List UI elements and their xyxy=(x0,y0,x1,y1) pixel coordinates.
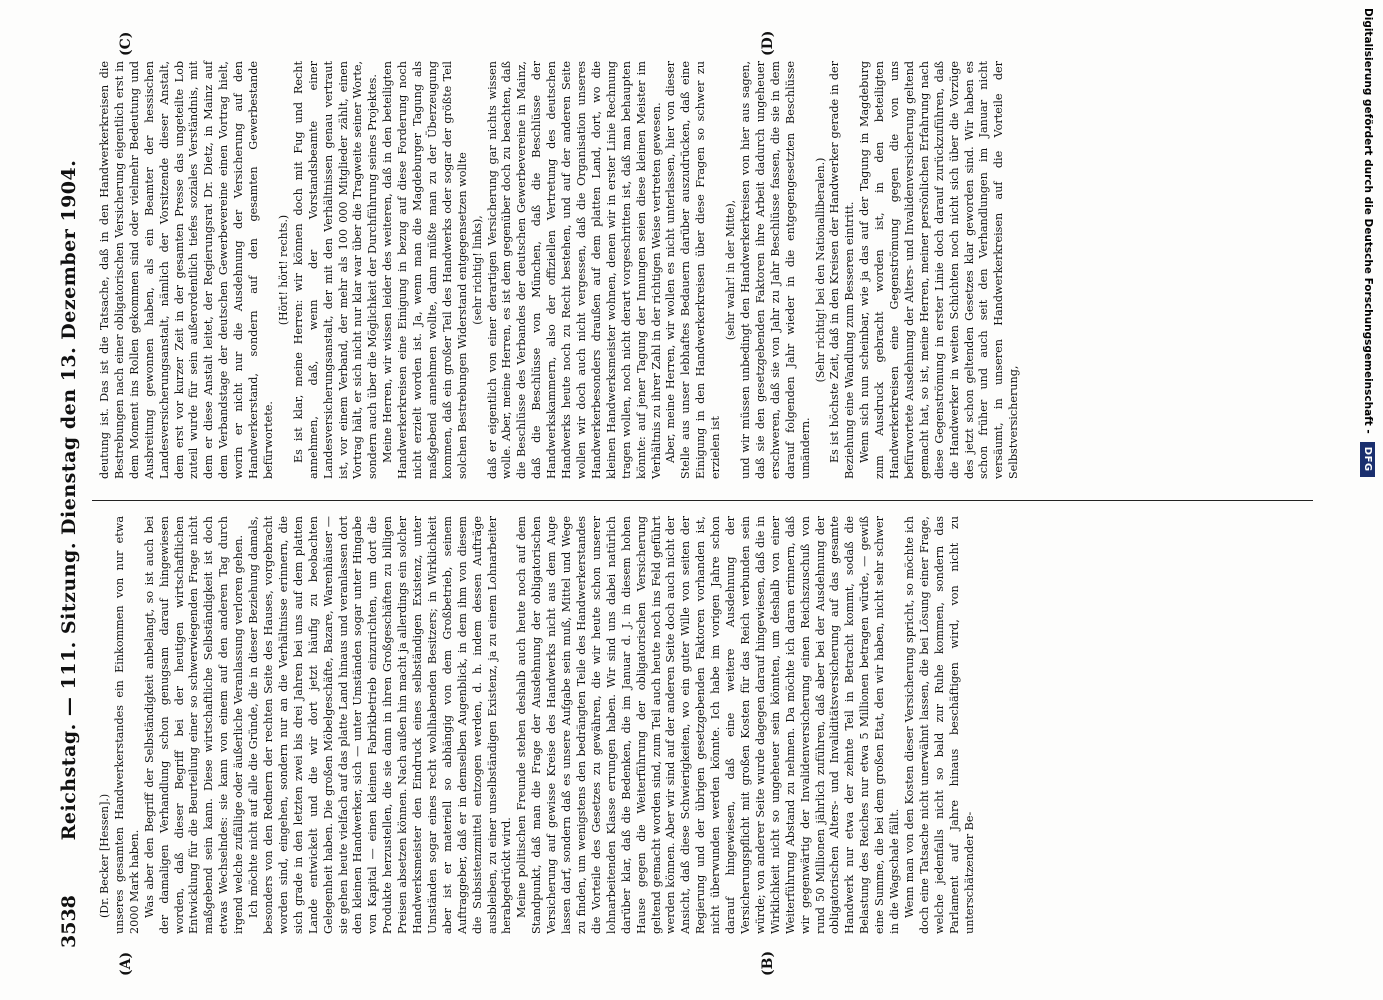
paragraph: Meine Herren, wir wissen leider des weiteren, daß in den beteiligten Handwerkerkreisen eine Einigung in bezug auf diese Forderung noch nicht erzielt worden ist. Ja, wenn man die Magdeburger Tagung als maßgebend annehmen wollte, dann müßte man zu der Überzeugung kommen, daß ein großer Teil des Handwerks oder sogar der größte Teil solchen Bestrebungen Widerstand entgegensetzen wollte xyxy=(381,61,469,479)
paragraph: Aber, meine Herren, wir wollen es nicht unterlassen, hier von dieser Stelle aus unser lebhaftes Bedauern darüber auszudrücken, daß eine Einigung in den Handwerkerkreisen über diese Fragen so schwer zu erzielen ist xyxy=(664,61,723,479)
paragraph: Wenn man von den Kosten dieser Versicherung spricht, so möchte ich doch eine Tatsache nicht unerwähnt lassen, die bei Lösung einer Frage, welche jedenfalls nicht so bald zur Ruhe kommen, sondern das Parlament auf Jahre hinaus beschäftigen wird, von nicht zu unterschätzender Be- xyxy=(902,516,976,934)
paragraph: deutung ist. Das ist die Tatsache, daß in den Handwerkerkreisen die Bestrebungen nach einer obligatorischen Versicherung eigentlich erst in dem Moment ins Rollen gekommen sind oder vielmehr Bedeutung und Ausbreitung gewonnen haben, als ein Beamter der hessischen Landesversicherungsanstalt, nämlich der Vorsitzende dieser Anstalt, dem erst vor kurzer Zeit in der gesamten Presse das ungeteilte Lob zuteil wurde für sein außerordentlich tiefes soziales Verständnis, mit dem er diese Anstalt leitet, der Regierungsrat Dr. Dietz, in Mainz auf dem Verbandstage der deutschen Gewerbevereine einen Vortrag hielt, worin er nicht nur die Ausdehnung der Versicherung auf den Handwerkerstand, sondern auf den gesamten Gewerbestande befürwortete. xyxy=(98,61,275,479)
digitization-credit xyxy=(1358,8,1378,992)
page-number: 3538 xyxy=(58,895,80,948)
paragraph: Meine politischen Freunde stehen deshalb auch heute noch auf dem Standpunkt, daß man die Frage der Ausdehnung der obligatorischen Versicherung auf gewisse Kreise des Handwerks nicht aus dem Auge lassen darf, sondern daß es unsere Aufgabe sein muß, Mittel und Wege zu finden, um wenigstens den bedrängten Teile des Handwerkerstandes die Vorteile des Gesetzes zu gewähren, die wir heute schon unserer lohnarbeitenden Klasse errungen haben. Wir sind uns dabei natürlich darüber klar, daß die Bedenken, die im Januar d. J. in diesem hohen Hause gegen die Weiterführung der obligatorischen Versicherung geltend gemacht worden sind, zum Teil auch heute noch ins Feld geführt werden können. Aber wir sind auf der anderen Seite doch auch nicht der Ansicht, daß diese Schwierigkeiten, wo ein guter Wille von seiten der Regierung und der übrigen gesetzgebenden Faktoren vorhanden ist, nicht überwunden werden könnte. Ich habe im vorigen Jahre schon darauf hingewiesen, daß eine weitere Ausdehnung der Versicherungspflicht mit großen Kosten für das Reich verbunden sein würde; von anderer Seite wurde dagegen darauf hingewiesen, daß die in Wirklichkeit nicht so ungeheuer sein könnten, um deshalb von einer Weiterführung Abstand zu nehmen. Da möchte ich daran erinnern, daß wir gegenwärtig der Invalidenversicherung einen Reichszuschuß von rund 50 Millionen jährlich zuführen, daß aber bei der Ausdehnung der obligatorischen Alters- und Invaliditätsversicherung auf das gesamte Handwerk nur etwa der zehnte Teil in Betracht kommt, sodaß die Belastung des Reiches nur etwa 5 Millionen betragen würde, — gewiß eine Summe, die bei dem großen Etat, den wir haben, nicht sehr schwer in die Wagschale fällt. xyxy=(515,516,902,934)
margin-mark-b: (B) xyxy=(760,950,776,976)
column-divider xyxy=(92,500,1313,501)
paragraph: Es ist klar, meine Herren: wir können doch mit Fug und Recht annehmen, daß, wenn der Vorstandsbeamte einer Landesversicherungsanstalt, der mit den Verhältnissen genau vertraut ist, vor einem Verband, der mehr als 100 000 Mitglieder zählt, einen Vortrag hält, er sich nicht nur klar war über die Tragweite seiner Worte, sondern auch über die Möglichkeit der Durchführung seines Projektes. xyxy=(291,61,380,479)
margin-mark-c: (C) xyxy=(118,31,134,56)
dfg-logo: DFG xyxy=(1361,442,1376,477)
speaker-tag: (Dr. Becker [Hessen].) xyxy=(98,793,111,918)
interjection: (Hört! hört! rechts.) xyxy=(276,214,290,326)
paragraph: Was aber den Begriff der Selbständigkeit anbelangt, so ist auch bei der damaligen Verhandlung schon genugsam darauf hingewiesen worden, daß dieser Begriff bei der heutigen wirtschaftlichen Entwicklung für die Beurteilung einer so schwerwiegenden Frage nicht maßgebend sein kann. Diese wirtschaftliche Selbständigkeit ist doch etwas Wechselndes: sie kann von einem auf den anderen Tag durch irgend welche zufällige oder äußerliche Veranlassung verloren gehen. xyxy=(142,516,246,934)
margin-mark-d: (D) xyxy=(760,30,776,56)
margin-mark-a: (A) xyxy=(118,951,134,976)
paragraph: Wenn sich nun scheinbar, wie ja das auf der Tagung in Magdeburg zum Ausdruck gebracht worden ist, in den beteiligten Handwerkerkreisen eine Gegenströmung gegen die von uns befürwortete Ausdehnung der Alters- und Invalidenversicherung geltend gemacht hat, so ist, meine Herren, meiner persönlichen Erfahrung nach diese Gegenströmung in erster Linie doch darauf zurückzuführen, daß die Handwerker in weiten Schichten noch nicht sich über die Vorzüge des jetzt schon geltenden Gesetzes klar geworden sind. Wir haben es schon früher und auch seit den Verhandlungen im Januar nicht versäumt, in unseren Handwerkerkreisen auf die Vorteile der Selbstversicherung, xyxy=(858,61,1021,479)
interjection: (Sehr richtig! bei den Nationalliberalen.) xyxy=(813,157,827,383)
paragraph: Es ist höchste Zeit, daß in den Kreisen der Handwerker gerade in der Beziehung eine Wandlung zum Besseren eintritt. xyxy=(828,61,857,479)
paragraph: unseres gesamten Handwerkerstandes ein Einkommen von nur etwa 2000 Mark haben. xyxy=(112,516,141,934)
interjection: (sehr richtig! links), xyxy=(470,215,484,325)
paragraph: daß er eigentlich von einer derartigen Versicherung gar nichts wissen wolle. Aber, meine Herren, es ist dem gegenüber doch zu beachten, daß die Beschlüsse des Verbandes der deutschen Gewerbevereine in Mainz, daß die Beschlüsse von München, daß die Beschlüsse der Handwerkskammern, also der offiziellen Vertretung des deutschen Handwerks heute noch zu Recht bestehen, und auf der anderen Seite wollen wir doch auch nicht vergessen, daß die Organisation unseres Handwerkerbesonders draußen auf dem platten Land, dort, wo die kleinen Handwerksmeister wohnen, denen wir in erster Linie Rechnung tragen wollen, noch nicht derart vorgeschritten ist, daß man behaupten könnte: auf jener Tagung der Innungen seien diese kleinen Meister im Verhältnis zu ihrer Zahl in der richtigen Weise vertreten gewesen. xyxy=(485,61,663,479)
paragraph: Ich möchte nicht auf alle die Gründe, die in dieser Beziehung damals, besonders von den Rednern der rechten Seite des Hauses, vorgebracht worden sind, eingehen, sondern nur an die Verhältnisse erinnern, die sich grade in den letzten zwei bis drei Jahren bei uns auf dem platten Lande entwickelt und die wir dort jetzt häufig zu beobachten Gelegenheit haben. Die großen Möbelgeschäfte, Bazare, Warenhäuser — sie gehen heute vielfach auf das platte Land hinaus und veranlassen dort den kleinen Handwerker, sich — unter Umständen sogar unter Hingabe von Kapital — einen kleinen Fabrikbetrieb einzurichten, um dort die Produkte herzustellen, die sie dann in ihren Großgeschäften zu billigen Preisen absetzen können. Nach außen hin macht ja allerdings ein solcher Handwerksmeister den Eindruck eines selbständigen Existenz, unter Umständen sogar eines recht wohlhabenden Besitzers; in Wirklichkeit aber ist er materiell so abhängig von dem Großbetrieb, seinem Auftraggeber, daß er in demselben Augenblick, in dem ihm von diesem die Subsistenzmittel entzogen werden, d. h. indem dessen Aufträge ausbleiben, zu einer unselbständigen Existenz, ja zu einem Lohnarbeiter herabgedrückt wird. xyxy=(247,516,514,934)
right-column xyxy=(98,61,1022,479)
left-column xyxy=(98,516,977,934)
paragraph: und wir müssen unbedingt den Handwerkerkreisen von hier aus sagen, daß sie den gesetzgebenden Faktoren ihre Arbeit dadurch ungeheuer erschweren, daß sie von Jahr zu Jahr Beschlüsse fassen, die sie in dem darauf folgenden Jahr wieder in die entgegengesetzten Beschlüsse umändern. xyxy=(738,61,812,479)
interjection: (sehr wahr! in der Mitte), xyxy=(724,199,738,341)
page-title: Reichstag. — 111. Sitzung. Dienstag den 13. Dezember 1904. xyxy=(58,159,80,841)
credit-text: Digitalisierung gefördert durch die Deutsche Forschungsgemeinschaft - xyxy=(1362,8,1374,434)
page-header xyxy=(58,52,84,948)
